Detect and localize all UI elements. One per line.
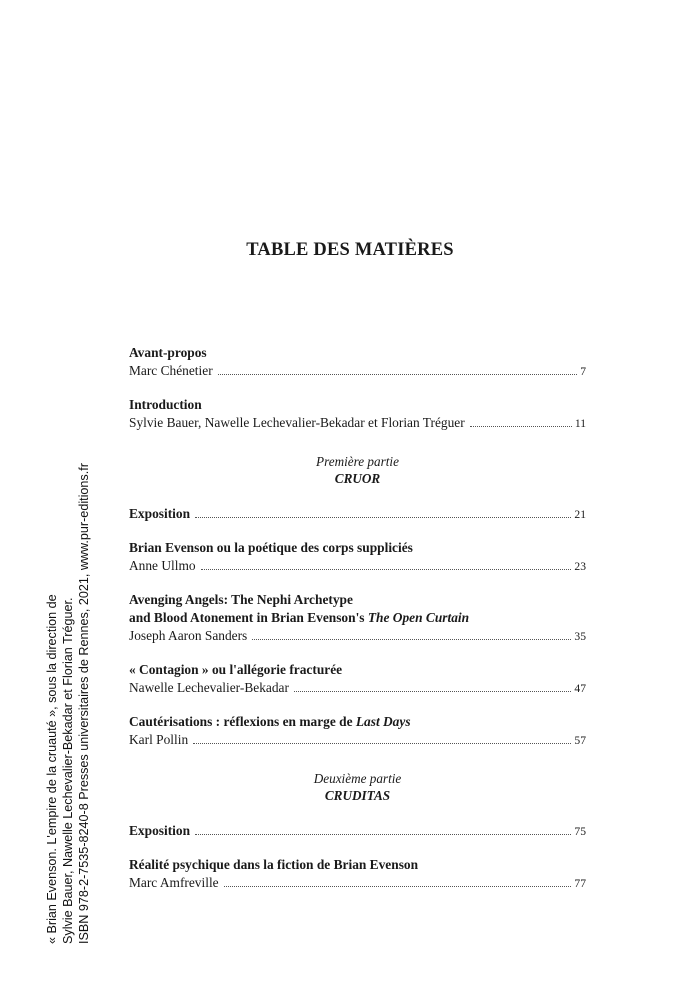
dot-leader: [224, 885, 572, 887]
part-name: CRUOR: [334, 471, 381, 486]
part-heading-1: [129, 453, 586, 488]
entry-title: Cautérisations : réflexions en marge de Last Days: [129, 714, 411, 729]
entry-author: Nawelle Lechevalier-Bekadar: [129, 680, 289, 695]
publication-side-note: [44, 384, 93, 944]
dot-leader: [470, 425, 572, 427]
toc-entry-introduction[interactable]: [129, 396, 586, 433]
entry-title: Brian Evenson ou la poétique des corps suppliciés: [129, 540, 413, 555]
dot-leader: [201, 568, 572, 570]
entry-author: Joseph Aaron Sanders: [129, 628, 248, 643]
entry-author: Karl Pollin: [129, 732, 189, 747]
entry-author-line: [129, 731, 586, 750]
page-title: TABLE DES MATIÈRES: [246, 240, 454, 260]
book-title: The Open Curtain: [367, 610, 470, 625]
entry-page-number: 77: [574, 877, 586, 890]
toc-entry[interactable]: [129, 661, 586, 698]
entry-title: « Contagion » ou l'allégorie fracturée: [129, 662, 343, 677]
entry-author: Anne Ullmo: [129, 558, 196, 573]
entry-author-line: [129, 679, 586, 698]
entry-title: Exposition: [129, 823, 191, 838]
entry-page-number: 75: [574, 825, 586, 838]
entry-page-number: 23: [574, 560, 586, 573]
toc-entry[interactable]: [129, 539, 586, 576]
dot-leader: [218, 373, 578, 375]
part-label: Deuxième partie: [313, 771, 402, 786]
part-name: CRUDITAS: [324, 788, 391, 803]
side-note-line: Sylvie Bauer, Nawelle Lechevalier-Bekadar et Florian Tréguer.: [61, 597, 76, 944]
entry-page-number: 11: [574, 417, 586, 430]
dot-leader: [252, 638, 571, 640]
table-of-contents: [129, 344, 586, 908]
side-note-line: ISBN 978-2-7535-8240-8 Presses universitaires de Rennes, 2021, www.pur-editions.fr: [77, 463, 92, 944]
entry-title-line2: and Blood Atonement in Brian Evenson's The Open Curtain: [129, 610, 470, 625]
toc-entry[interactable]: [129, 591, 586, 646]
entry-author-line: [129, 362, 586, 381]
entry-title: Avenging Angels: The Nephi Archetype: [129, 592, 353, 607]
entry-author-line: [129, 557, 586, 576]
dot-leader: [195, 516, 571, 518]
toc-entry[interactable]: [129, 713, 586, 750]
entry-author-line: [129, 414, 586, 433]
dot-leader: [294, 690, 571, 692]
toc-entry-exposition-2[interactable]: [129, 822, 586, 841]
dot-leader: [193, 742, 571, 744]
entry-page-number: 35: [574, 630, 586, 643]
entry-title: Réalité psychique dans la fiction de Brian Evenson: [129, 857, 419, 872]
entry-page-number: 21: [574, 508, 586, 521]
book-title: Last Days: [355, 714, 411, 729]
part-heading-2: [129, 770, 586, 805]
entry-title: Introduction: [129, 397, 202, 412]
entry-page-number: 57: [574, 734, 586, 747]
entry-author-line: [129, 874, 586, 893]
toc-entry-avant-propos[interactable]: [129, 344, 586, 381]
entry-page-number: 47: [574, 682, 586, 695]
side-note-line: « Brian Evenson. L'empire de la cruauté », sous la direction de: [45, 594, 59, 944]
part-label: Première partie: [316, 454, 399, 469]
entry-author: Sylvie Bauer, Nawelle Lechevalier-Bekadar et Florian Tréguer: [129, 415, 465, 430]
dot-leader: [195, 833, 571, 835]
entry-page-number: 7: [580, 365, 586, 378]
entry-title: Exposition: [129, 506, 191, 521]
entry-author: Marc Chénetier: [129, 363, 213, 378]
toc-entry-exposition-1[interactable]: [129, 505, 586, 524]
entry-author-line: [129, 627, 586, 646]
entry-title: Avant-propos: [129, 345, 207, 360]
toc-entry[interactable]: [129, 856, 586, 893]
entry-author: Marc Amfreville: [129, 875, 219, 890]
